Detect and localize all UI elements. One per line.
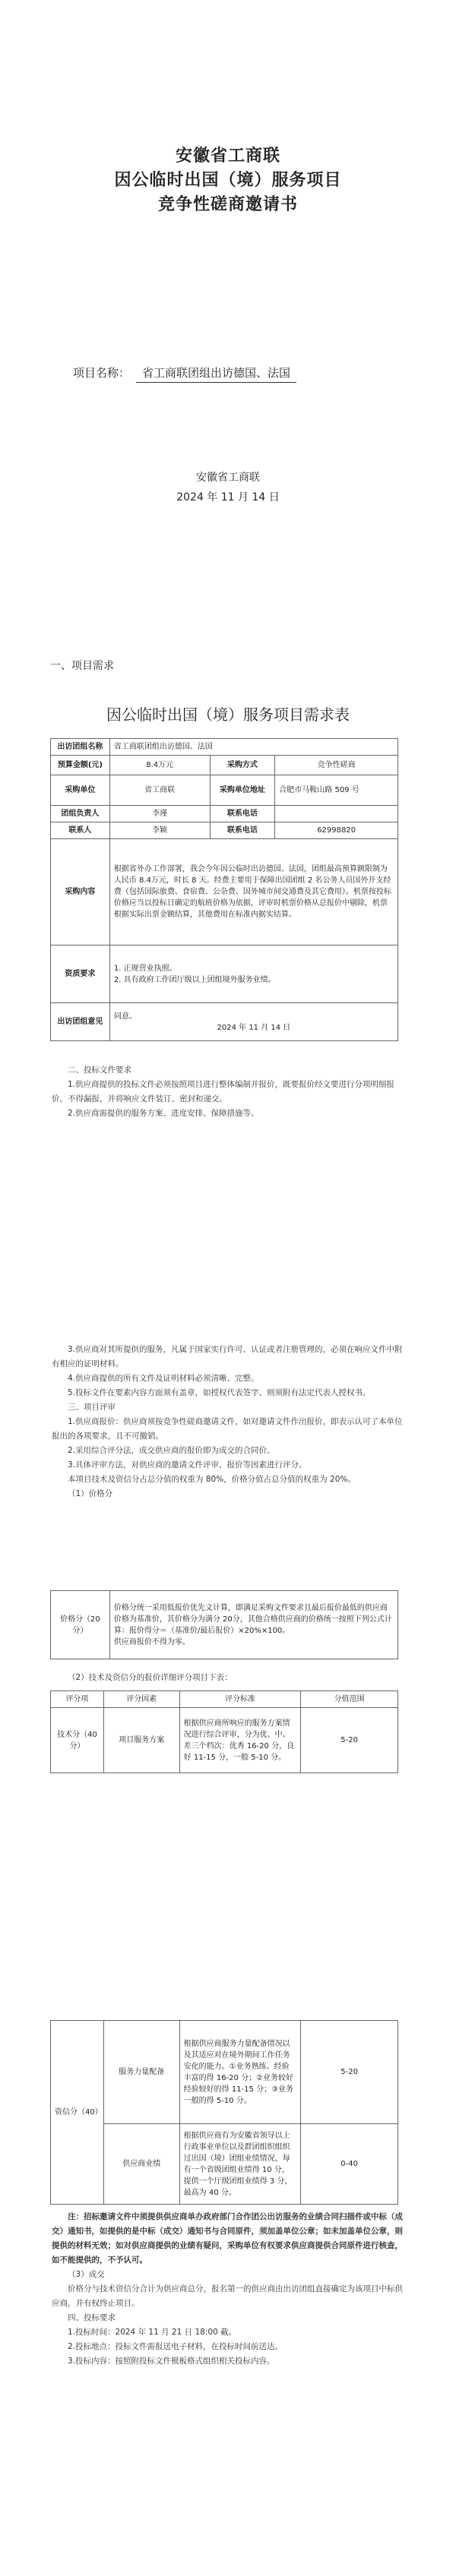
perf-standard: 根据供应商有为安徽省领导以上行政事业单位以及群团组织组织过出国（境）团组业绩情况，每有一个省级团组业绩得 10 分，提供一个厅级团组业绩得 3 分，最高为 40 分。 — [179, 2124, 301, 2205]
perf-score: 0-40 — [301, 2124, 398, 2205]
bid-content: 3.投标内容：按照附投标文件模板格式组织相关投标内容。 — [68, 2357, 275, 2366]
price-score-text — [109, 1591, 397, 1659]
credit-score-table — [50, 2020, 398, 2205]
eval-sub-3: （3）成交 — [68, 2270, 105, 2279]
credit-row-label: 资信分（40） — [51, 2021, 104, 2205]
unit-label: 采购单位 — [51, 775, 110, 806]
eval-sub-2: （2）技术及资信分的报价详细评分项目下表： — [68, 1673, 233, 1682]
section-2 — [52, 1063, 409, 1121]
closing-section — [52, 2210, 409, 2369]
budget-label: 预算金额(元) — [51, 756, 110, 775]
project-name-row — [73, 365, 296, 383]
buy-method-label: 采购方式 — [210, 756, 275, 775]
cover-date: 2024 年 11 月 14 日 — [176, 491, 280, 504]
price-score-note: 供应商报价不得为零。 — [113, 1637, 190, 1646]
win-rule: 价格分与技术资信分合计为供应商总分，报名第一的供应商由出访团组直接确定为该项目中标供应商，并有权终止项目。 — [52, 2284, 403, 2308]
opinion-text: 同意。 — [113, 1012, 137, 1021]
budget-value: 8.4万元 — [109, 756, 210, 775]
bid-place: 2.投标地点：投标文件需报送电子材料，在投标时间前送达。 — [68, 2342, 283, 2351]
req-para-4: 4.供应商提供的所有文件及证明材料必须清晰、完整。 — [68, 1374, 259, 1383]
eval-para-4: 本项目技术及资信分占总分值的权重为 80%，价格分值占总分值的权重为 20%。 — [68, 1475, 356, 1484]
eval-para-1: 1.供应商报价：供应商须按竞争性磋商邀请文件，如对邀请文件作出报价，即表示认可了本单位报出的各项要求，且不可撤销。 — [52, 1417, 403, 1441]
group-name-label: 出访团组名称 — [51, 739, 110, 756]
tech-row-label: 技术分（40分） — [51, 1708, 104, 1773]
leader-value: 李瑾 — [109, 806, 210, 822]
qual-item-1: 1. 正规营业执照。 — [113, 964, 177, 973]
content-value: 根据省外办工作部署，我会今年因公临时出访德国、法国，团组最高预算额限制为人民币 8.4万元，时长 8 天。经费主要用于保障出国团组 2 名公务人员国外开支经费（包括国际旅费、食宿费、公杂费、国外城市间交通费及其它费用）。机票按投标价格应当以投标日确定的航班价格为依据，评审时机票价格从总报价中剔除，机票根据实际出票金额结算，其他费用在标准内据实结算。 — [109, 839, 397, 945]
buy-method-value: 竞争性磋商 — [275, 756, 398, 775]
qual-item-2: 2. 具有政府工作团厅级以上团组境外服务业绩。 — [113, 975, 276, 984]
contact-value: 李颖 — [109, 822, 210, 839]
tech-row-standard: 根据供应商所响应的服务方案情况进行综合评审，分为优、中、差三个档次：优秀 16-20 分，良好 11-15 分，一般 5-10 分。 — [179, 1708, 301, 1773]
opinion-date: 2024 年 11 月 14 日 — [217, 1023, 291, 1032]
req-para-5: 5.投标文件在要素内容方面须有盖章，如授权代表签字、则须附有法定代表人授权书。 — [68, 1388, 371, 1397]
eval-sub-1: （1）价格分 — [68, 1489, 113, 1498]
opinion-label: 出访团组意见 — [51, 1003, 110, 1041]
section-2-cont — [52, 1343, 409, 1501]
tech-score-table — [50, 1690, 398, 1773]
tech-header-standard: 评分标准 — [179, 1691, 301, 1708]
tech-row-score: 5-20 — [301, 1708, 398, 1773]
bid-time: 1.投标时间：2024 年 11 月 21 日 18:00 截。 — [68, 2328, 237, 2337]
section-4-heading: 四、投标要求 — [68, 2313, 116, 2322]
section-1-heading: 一、项目需求 — [50, 660, 114, 672]
phone-value-1 — [275, 806, 398, 822]
contact-label: 联系人 — [51, 822, 110, 839]
cover-title-line-3: 竞争性磋商邀请书 — [157, 195, 298, 214]
eval-para-2: 2.采用综合评分法，成交供应商的报价即为成交的合同价。 — [68, 1446, 275, 1455]
price-score-label: 价格分（20分） — [51, 1591, 110, 1659]
phone-value-2: 62998820 — [275, 822, 398, 839]
qual-label: 资质要求 — [51, 945, 110, 1003]
qual-value — [109, 945, 397, 1003]
service-score: 5-20 — [301, 2021, 398, 2124]
tech-header-factor: 评分因素 — [103, 1691, 179, 1708]
project-name-value: 省工商联团组出访德国、法国 — [136, 365, 296, 383]
service-factor: 服务力量配备 — [103, 2021, 179, 2124]
notice-text: 注：招标邀请文件中须提供供应商单办政府部门合作团公出访服务的业绩合同扫描件或中标（成交）通知书，如提供的是中标（成交）通知书与合同原件，须加盖单位公章；如未加盖单位公章，则提供的材料无效；如对供应商提供的业绩有疑问，采购单位有权要求供应商提供合同原件进行核查，如不能提供的，不予认可。 — [52, 2212, 403, 2265]
req-para-3: 3.供应商对其所提供的服务，凡属于国家实行许可、认证或者注册管理的，必须在响应文件中附有相应的证明材料。 — [52, 1345, 403, 1368]
unit-value: 省工商联 — [109, 775, 210, 806]
phone-label-2: 联系电话 — [210, 822, 275, 839]
price-score-rule: 价格分统一采用低报价优先文计算，即满足采购文件要求且最后报价最低的供应商价格为基准价，其价格分为满分 20分，其他合格供应商的价格统一按照下列公式计算：报价得分＝（基准价/最后报价）×20%×100。 — [113, 1603, 392, 1635]
opinion-value — [109, 1003, 397, 1041]
section-2-heading: 二、投标文件要求 — [68, 1065, 131, 1075]
content-label: 采购内容 — [51, 839, 110, 945]
price-score-table — [50, 1590, 398, 1659]
tech-header-score: 分值范围 — [301, 1691, 398, 1708]
cover-org: 安徽省工商联 — [196, 472, 260, 484]
phone-label-1: 联系电话 — [210, 806, 275, 822]
requirement-table — [50, 738, 398, 1041]
project-name-label: 项目名称： — [73, 366, 131, 380]
perf-factor: 供应商业绩 — [103, 2124, 179, 2205]
tech-intro — [52, 1671, 409, 1685]
cover-title-line-1: 安徽省工商联 — [175, 147, 280, 166]
eval-para-3: 3.具体评审方法，对供应商的邀请文件评审、报价等因素进行评分。 — [68, 1460, 307, 1470]
req-para-2: 2.供应商需提供的服务方案、进度安排、保障措施等。 — [68, 1109, 259, 1118]
section-3-heading: 三、项目评审 — [68, 1403, 116, 1412]
leader-label: 团组负责人 — [51, 806, 110, 822]
cover-title-line-2: 因公临时出国（境）服务项目 — [114, 171, 342, 190]
req-para-1: 1.供应商提供的投标文件必须按照项目进行整体编制并报价，既要报价经文要进行分项明细报价，不得漏报，并将响应文件装订、密封和递交。 — [52, 1080, 395, 1103]
group-name-value: 省工商联团组出访德国、法国 — [109, 739, 397, 756]
unit-addr-value: 合肥市马鞍山路 509 号 — [275, 775, 398, 806]
req-table-title: 因公临时出国（境）服务项目需求表 — [106, 706, 350, 724]
unit-addr-label: 采购单位地址 — [210, 775, 275, 806]
service-standard: 根据供应商服务力量配备情况以及其适应对在境外期间工作任务安化的能力。①业务熟练、经验丰富的得 16-20 分；②业务较好经验较好的得 11-15 分；③业务一般的得 5-10 分。 — [179, 2021, 301, 2124]
tech-header-item: 评分项 — [51, 1691, 104, 1708]
tech-row-factor: 项目服务方案 — [103, 1708, 179, 1773]
